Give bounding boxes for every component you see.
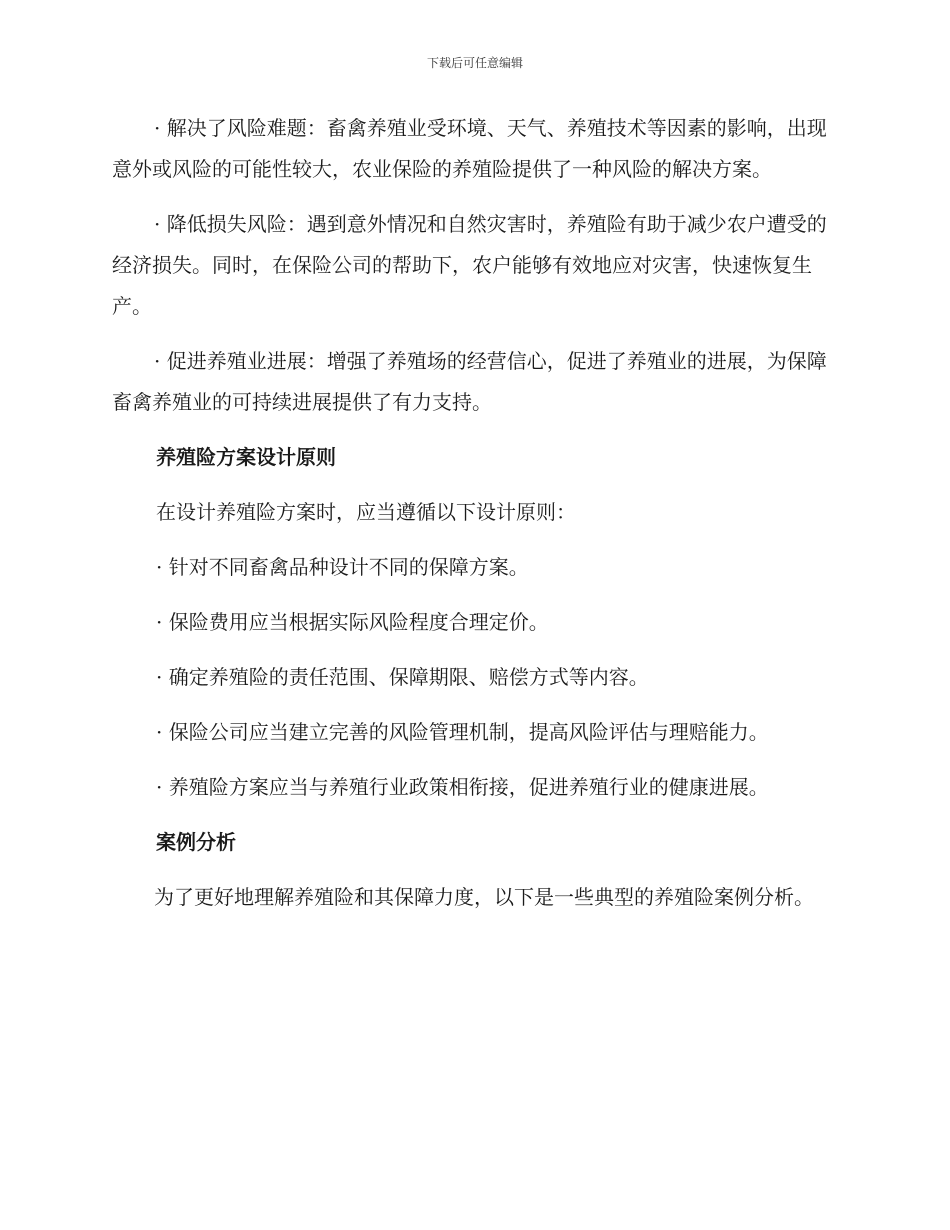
benefit-paragraph-development: · 促进养殖业进展：增强了养殖场的经营信心，促进了养殖业的进展，为保障畜禽养殖业的可持续进展提供了有力支持。 <box>112 349 827 414</box>
page-header: 下载后可任意编辑 <box>426 56 523 70</box>
principle-item: · 保险公司应当建立完善的风险管理机制，提高风险评估与理赔能力。 <box>156 720 769 744</box>
case-analysis-heading: 案例分析 <box>156 830 236 854</box>
benefit-paragraph-loss: · 降低损失风险：遇到意外情况和自然灾害时，养殖险有助于减少农户遭受的经济损失。同时，在保险公司的帮助下，农户能够有效地应对灾害，快速恢复生产。 <box>112 212 827 318</box>
case-intro-paragraph: 为了更好地理解养殖险和其保障力度，以下是一些典型的养殖险案例分析。 <box>154 885 814 909</box>
design-principles-heading: 养殖险方案设计原则 <box>156 445 336 469</box>
benefit-paragraph-risk: · 解决了风险难题：畜禽养殖业受环境、天气、养殖技术等因素的影响，出现意外或风险的可能性较大，农业保险的养殖险提供了一种风险的解决方案。 <box>112 116 827 181</box>
design-intro-paragraph: 在设计养殖险方案时，应当遵循以下设计原则： <box>156 500 576 524</box>
principle-item: · 确定养殖险的责任范围、保障期限、赔偿方式等内容。 <box>156 665 649 689</box>
principle-item: · 养殖险方案应当与养殖行业政策相衔接，促进养殖行业的健康进展。 <box>156 775 769 799</box>
principle-item: · 保险费用应当根据实际风险程度合理定价。 <box>156 610 549 634</box>
principle-item: · 针对不同畜禽品种设计不同的保障方案。 <box>156 555 529 579</box>
document-body <box>112 108 832 932</box>
